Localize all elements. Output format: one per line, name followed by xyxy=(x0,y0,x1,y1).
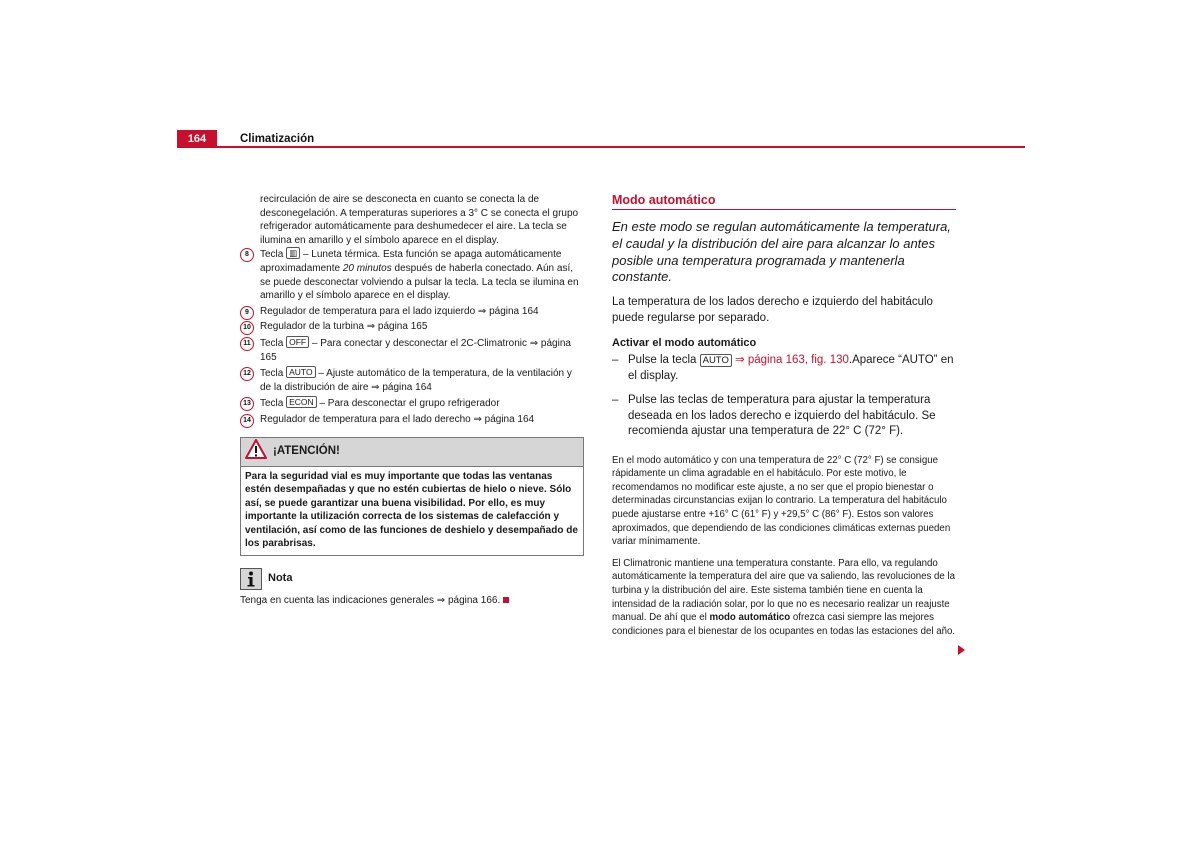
step-item: – Pulse las teclas de temperatura para ajustar la temperatura deseada en los lados derecho e izquierdo del habitáculo. Se recomienda ajustar una temperatura de 22° C (72° F). xyxy=(612,394,936,438)
callout-number: 8 xyxy=(240,248,254,262)
auto-key: AUTO xyxy=(286,366,315,378)
auto-key: AUTO xyxy=(700,354,732,367)
section-title: Modo automático xyxy=(612,193,956,210)
callout-number: 13 xyxy=(240,397,254,411)
warning-header xyxy=(241,438,583,467)
info-paragraph: En el modo automático y con una temperatura de 22° C (72° F) se consigue rápidamente un clima agradable en el habitáculo. Por este motivo, le recomendamos no modificar este ajuste, a no ser que el propio bienestar o determinadas circunstancias exijan lo contrario. La temperatura del habitáculo puede ajustarse entre +16° C (61° F) y +29,5° C (86° F). Estos son valores aproximados, que dependiendo de las condiciones climáticas externas pueden variar mínimamente. xyxy=(612,454,951,548)
callout-number: 10 xyxy=(240,321,254,335)
intro-text: La temperatura de los lados derecho e izquierdo del habitáculo puede regularse por separado. xyxy=(612,296,933,324)
continuation-text: recirculación de aire se desconecta en cuanto se conecta la de desconegelación. A temperaturas superiores a 3° C se conecta el grupo refrigerador automáticamente para deshumedecer el aire. La tecla se ilumina en amarillo y el símbolo aparece en el display. xyxy=(260,194,579,246)
header-rule xyxy=(177,146,1025,148)
page-link[interactable]: ⇒ página 163, fig. 130 xyxy=(731,354,849,367)
note-block xyxy=(240,568,584,608)
step-item: – Pulse la tecla AUTO ⇒ página 163, fig. 130.Aparece “AUTO” en el display. xyxy=(612,354,954,382)
callout-number: 11 xyxy=(240,337,254,351)
chapter-title: Climatización xyxy=(240,133,315,145)
continue-arrow-icon xyxy=(958,645,965,655)
page-number: 164 xyxy=(177,130,217,148)
info-paragraph: El Climatronic mantiene una temperatura constante. Para ello, va regulando automáticamente la temperatura del aire que va saliendo, las revoluciones de la turbina y la distribución del aire. Este sistema también tiene en cuenta la intensidad de la radiación solar, por lo que no es necesario realizar un reajuste manual. De ahí que el modo automático ofrezca casi siempre las mejores condiciones para el bienestar de los ocupantes en todas las estaciones del año. xyxy=(612,557,956,637)
list-item: 10 Regulador de la turbina ⇒ página 165 xyxy=(240,320,584,334)
warning-title: ¡ATENCIÓN! xyxy=(273,444,340,457)
info-icon xyxy=(240,568,262,590)
callout-number: 9 xyxy=(240,306,254,320)
list-item: 13 Tecla ECON – Para desconectar el grupo refrigerador xyxy=(240,396,584,411)
off-key: OFF xyxy=(286,336,309,348)
callout-number: 14 xyxy=(240,414,254,428)
warning-box xyxy=(240,437,584,557)
right-column xyxy=(612,193,956,638)
econ-key: ECON xyxy=(286,396,317,408)
lead-text: En este modo se regulan automáticamente la temperatura, el caudal y la distribución del aire para alcanzar lo antes posible una temperatura programada y mantenerla constante. xyxy=(612,219,951,285)
list-item: 12 Tecla AUTO – Ajuste automático de la temperatura, de la ventilación y de la distribución de aire ⇒ página 164 xyxy=(240,366,584,394)
left-column xyxy=(240,193,584,608)
callout-number: 12 xyxy=(240,367,254,381)
end-marker-icon xyxy=(503,597,509,603)
warning-triangle-icon xyxy=(245,439,267,464)
note-text: Tenga en cuenta las indicaciones generales ⇒ página 166. xyxy=(240,595,501,607)
list-item: 8 Tecla ▥ – Luneta térmica. Esta función se apaga automáticamente aproximadamente 20 minutos después de haberla conectado. Aún así, se puede desconectar volviendo a pulsar la tecla. La tecla se ilumina en amarillo y el símbolo aparece en el display. xyxy=(240,247,584,302)
subsection-title: Activar el modo automático xyxy=(612,337,757,350)
list-item: 11 Tecla OFF – Para conectar y desconectar el 2C-Climatronic ⇒ página 165 xyxy=(240,336,584,364)
list-item: 9 Regulador de temperatura para el lado izquierdo ⇒ página 164 xyxy=(240,305,584,319)
list-item: 14 Regulador de temperatura para el lado derecho ⇒ página 164 xyxy=(240,413,584,427)
note-title: Nota xyxy=(268,572,293,585)
warning-text: Para la seguridad vial es muy importante que todas las ventanas estén desempañadas y que no estén cubiertas de hielo o nieve. Sólo así, se puede garantizar una buena visibilidad. Por ello, es muy importante la utilización correcta de los sistemas de calefacción y ventilación, así como de las funciones de deshielo y desempañado de los parabrisas. xyxy=(245,470,578,550)
rear-defrost-key-icon: ▥ xyxy=(286,247,300,259)
